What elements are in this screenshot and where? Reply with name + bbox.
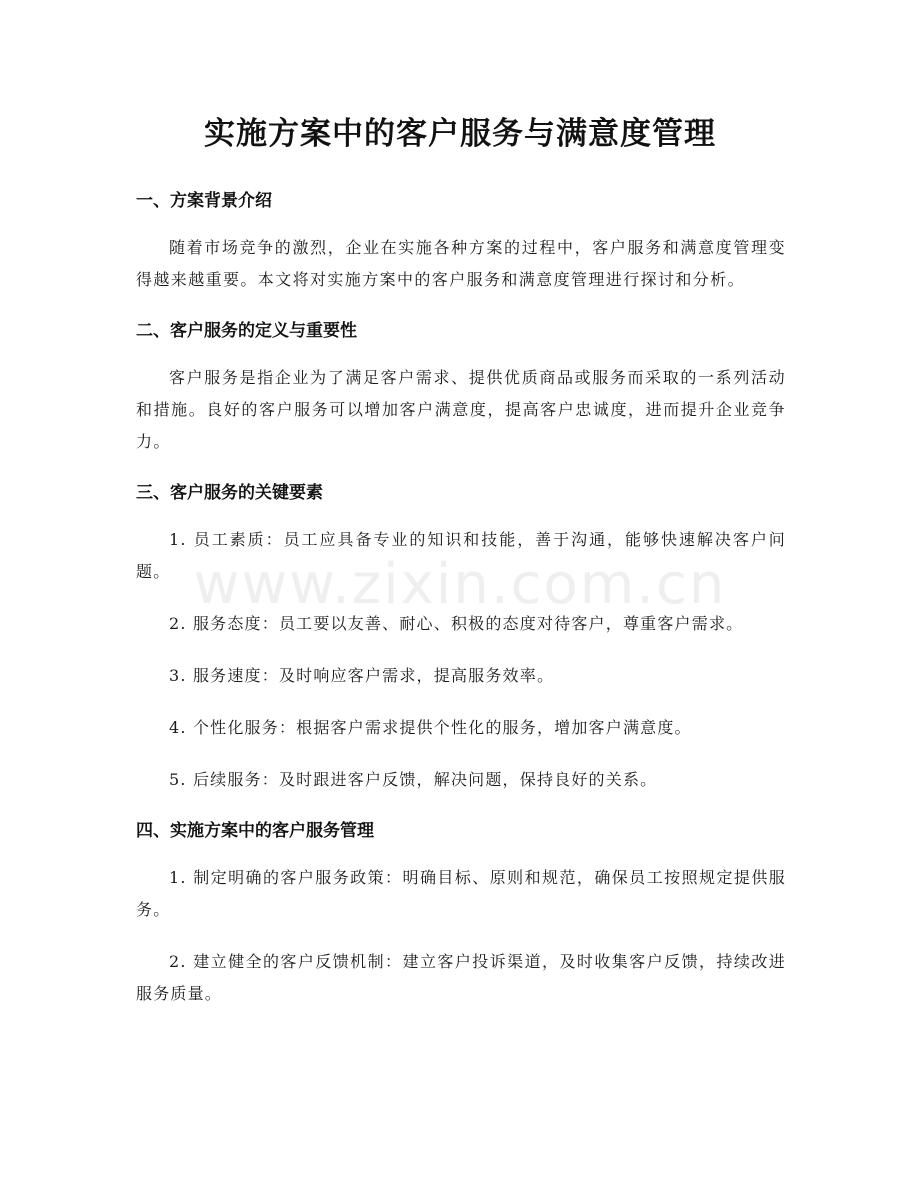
- section-paragraph: 随着市场竞争的激烈，企业在实施各种方案的过程中，客户服务和满意度管理变得越来越重要。本文将对实施方案中的客户服务和满意度管理进行探讨和分析。: [136, 238, 786, 289]
- section-heading: 二、客户服务的定义与重要性: [136, 321, 357, 341]
- list-item: 5. 后续服务：及时跟进客户反馈，解决问题，保持良好的关系。: [169, 770, 658, 789]
- list-item: 1. 制定明确的客户服务政策：明确目标、原则和规范，确保员工按照规定提供服务。: [136, 868, 786, 919]
- list-item: 2. 建立健全的客户反馈机制：建立客户投诉渠道，及时收集客户反馈，持续改进服务质量。: [136, 952, 786, 1003]
- section-background: [136, 186, 786, 296]
- section-paragraph: 客户服务是指企业为了满足客户需求、提供优质商品或服务而采取的一系列活动和措施。良好的客户服务可以增加客户满意度，提高客户忠诚度，进而提升企业竞争力。: [136, 368, 786, 451]
- section-heading: 一、方案背景介绍: [136, 191, 272, 211]
- section-management: [136, 816, 786, 1010]
- document-title: 实施方案中的客户服务与满意度管理: [204, 116, 716, 152]
- section-key-elements: [136, 478, 786, 796]
- document-body: [136, 186, 786, 1030]
- list-item: 2. 服务态度：员工要以友善、耐心、积极的态度对待客户，尊重客户需求。: [169, 614, 744, 633]
- list-item: 4. 个性化服务：根据客户需求提供个性化的服务，增加客户满意度。: [169, 718, 692, 737]
- watermark: www.zixin.com.cn: [193, 552, 727, 617]
- management-list: [136, 862, 786, 1010]
- section-heading: 三、客户服务的关键要素: [136, 483, 323, 503]
- section-heading: 四、实施方案中的客户服务管理: [136, 821, 374, 841]
- section-definition: [136, 316, 786, 458]
- list-item: 3. 服务速度：及时响应客户需求，提高服务效率。: [169, 666, 555, 685]
- list-item: 1. 员工素质：员工应具备专业的知识和技能，善于沟通，能够快速解决客户问题。: [136, 530, 786, 581]
- key-elements-list: [136, 524, 786, 796]
